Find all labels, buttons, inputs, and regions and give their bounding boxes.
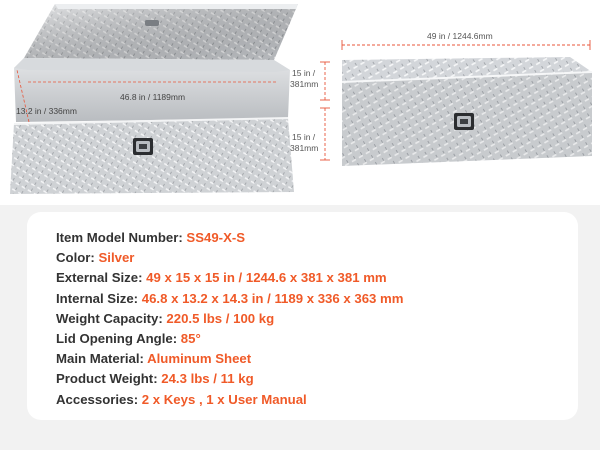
spec-value: 2 x Keys , 1 x User Manual	[141, 391, 307, 407]
spec-value: 24.3 lbs / 11 kg	[161, 371, 254, 387]
specifications-card	[27, 212, 578, 420]
spec-row-accessories	[56, 390, 404, 410]
spec-label: Internal Size:	[56, 290, 142, 306]
lid-latch-icon	[145, 20, 159, 26]
spec-value: 49 x 15 x 15 in / 1244.6 x 381 x 381 mm	[146, 270, 387, 286]
toolbox-illustration	[0, 0, 600, 205]
spec-row-external-size	[56, 268, 404, 288]
spec-label: External Size:	[56, 270, 147, 286]
spec-value: 46.8 x 13.2 x 14.3 in / 1189 x 336 x 363 mm	[141, 290, 404, 306]
spec-value: Aluminum Sheet	[147, 351, 252, 367]
spec-label: Accessories:	[56, 391, 142, 407]
closed-toolbox	[320, 40, 592, 166]
outer-depth-label-2: 381mm	[290, 143, 319, 153]
outer-length-label: 49 in / 1244.6mm	[427, 31, 493, 41]
spec-value: SS49-X-S	[186, 230, 246, 245]
spec-row-weight-capacity	[56, 309, 404, 329]
product-image-area	[0, 0, 600, 205]
inner-length-label: 46.8 in / 1189mm	[120, 92, 186, 102]
outer-height-label-1: 15 in /	[292, 68, 316, 78]
spec-row-material	[56, 349, 404, 369]
spec-row-color	[56, 248, 404, 268]
spec-label: Item Model Number:	[56, 230, 187, 245]
spec-value: 220.5 lbs / 100 kg	[166, 310, 275, 326]
spec-label: Color:	[56, 250, 99, 266]
spec-label: Lid Opening Angle:	[56, 330, 181, 346]
spec-label: Main Material:	[56, 351, 148, 367]
spec-value: Silver	[98, 250, 135, 266]
outer-height-label-2: 381mm	[290, 79, 319, 89]
specifications-list	[56, 228, 404, 410]
spec-row-product-weight	[56, 369, 404, 389]
spec-row-model	[56, 228, 404, 248]
outer-depth-label-1: 15 in /	[292, 132, 316, 142]
spec-label: Product Weight:	[56, 371, 162, 387]
spec-row-lid-angle	[56, 329, 404, 349]
spec-label: Weight Capacity:	[56, 310, 167, 326]
inner-width-label: 13.2 in / 336mm	[16, 106, 77, 116]
spec-row-internal-size	[56, 289, 404, 309]
spec-value: 85°	[180, 330, 201, 346]
